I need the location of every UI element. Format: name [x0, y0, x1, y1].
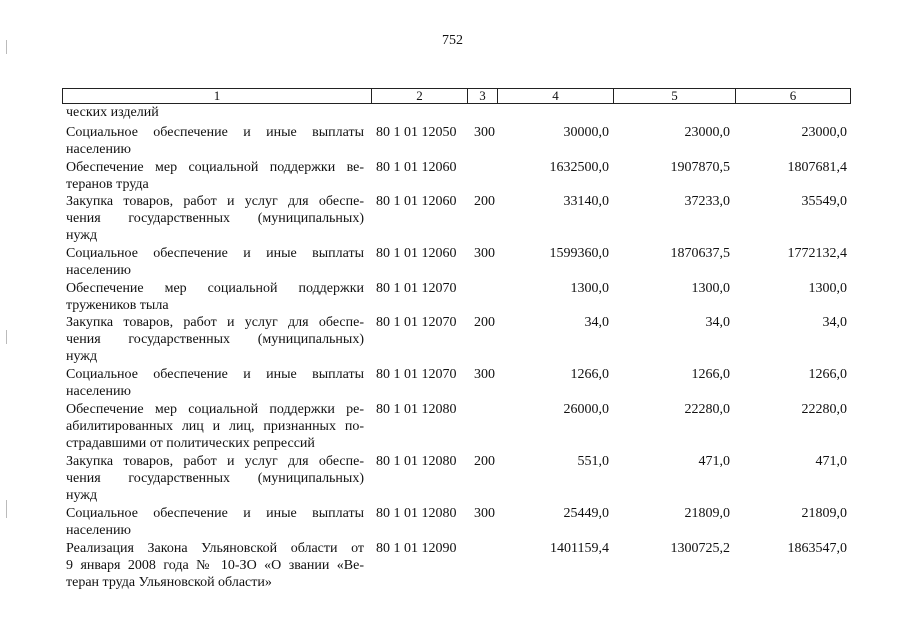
row-value-col6: 1863547,0: [787, 541, 847, 556]
lead-in-text: ческих изделий: [66, 105, 159, 120]
row-value-col4: 34,0: [584, 315, 609, 330]
description-line: нужд: [66, 488, 98, 503]
row-description: [66, 401, 364, 452]
page-number: 752: [442, 33, 463, 48]
row-value-col6: 21809,0: [801, 506, 847, 521]
row-description: [66, 540, 364, 591]
description-line: страдавшими от политических репрессий: [66, 436, 315, 451]
row-expense-type: 300: [474, 367, 495, 382]
header-cell-1: 1: [63, 89, 372, 103]
row-code: 80 1 01 12060: [376, 246, 457, 261]
row-value-col6: 22280,0: [801, 402, 847, 417]
row-value-col6: 23000,0: [801, 125, 847, 140]
row-expense-type: 200: [474, 194, 495, 209]
margin-mark: [6, 330, 7, 344]
description-line: Обеспечение мер социальной поддержки ве-: [66, 160, 364, 175]
margin-mark: [6, 500, 7, 518]
row-description: [66, 159, 364, 193]
description-line: населению: [66, 263, 131, 278]
row-description: [66, 193, 364, 244]
row-code: 80 1 01 12080: [376, 402, 457, 417]
row-value-col4: 1401159,4: [550, 541, 609, 556]
description-line: Закупка товаров, работ и услуг для обеспе-: [66, 315, 364, 330]
row-description: [66, 245, 364, 279]
row-description: [66, 366, 364, 400]
row-value-col6: 35549,0: [801, 194, 847, 209]
description-line: Обеспечение мер социальной поддержки: [66, 281, 364, 296]
row-value-col4: 1599360,0: [549, 246, 609, 261]
description-line: нужд: [66, 228, 98, 243]
row-value-col6: 34,0: [822, 315, 847, 330]
header-cell-4: 4: [498, 89, 614, 103]
description-line: Социальное обеспечение и иные выплаты: [66, 506, 364, 521]
row-code: 80 1 01 12090: [376, 541, 457, 556]
description-line: чения государственных (муниципальных): [66, 471, 364, 486]
table-header: [62, 88, 851, 104]
row-value-col4: 33140,0: [563, 194, 609, 209]
header-cell-6: 6: [789, 88, 797, 103]
row-value-col4: 26000,0: [563, 402, 609, 417]
row-value-col5: 1870637,5: [670, 246, 730, 261]
description-line: тружеников тыла: [66, 298, 169, 313]
row-code: 80 1 01 12060: [376, 194, 457, 209]
row-code: 80 1 01 12080: [376, 506, 457, 521]
row-value-col5: 1300725,2: [670, 541, 730, 556]
row-value-col5: 23000,0: [684, 125, 730, 140]
description-line: Социальное обеспечение и иные выплаты: [66, 367, 364, 382]
row-value-col6: 471,0: [815, 454, 847, 469]
row-code: 80 1 01 12080: [376, 454, 457, 469]
header-cell-5: 5: [614, 89, 736, 103]
row-expense-type: 300: [474, 246, 495, 261]
row-code: 80 1 01 12070: [376, 315, 457, 330]
header-cell-3: 3: [468, 89, 498, 103]
description-line: Закупка товаров, работ и услуг для обеспе-: [66, 194, 364, 209]
row-value-col4: 551,0: [577, 454, 609, 469]
description-line: теранов труда: [66, 177, 149, 192]
description-line: населению: [66, 142, 131, 157]
row-value-col4: 25449,0: [563, 506, 609, 521]
description-line: нужд: [66, 349, 98, 364]
row-expense-type: 200: [474, 454, 495, 469]
description-line: Реализация Закона Ульяновской области от: [66, 541, 364, 556]
row-description: [66, 505, 364, 539]
row-value-col6: 1266,0: [808, 367, 847, 382]
row-description: [66, 124, 364, 158]
row-code: 80 1 01 12050: [376, 125, 457, 140]
description-line: населению: [66, 384, 131, 399]
row-expense-type: 200: [474, 315, 495, 330]
row-description: [66, 453, 364, 504]
row-value-col5: 37233,0: [684, 194, 730, 209]
row-value-col4: 30000,0: [563, 125, 609, 140]
row-description: [66, 314, 364, 365]
row-value-col5: 1266,0: [691, 367, 730, 382]
row-value-col5: 1300,0: [691, 281, 730, 296]
row-code: 80 1 01 12070: [376, 367, 457, 382]
row-value-col5: 471,0: [698, 454, 730, 469]
description-line: Социальное обеспечение и иные выплаты: [66, 246, 364, 261]
row-code: 80 1 01 12060: [376, 160, 457, 175]
row-value-col5: 22280,0: [684, 402, 730, 417]
description-line: Закупка товаров, работ и услуг для обеспе-: [66, 454, 364, 469]
description-line: Социальное обеспечение и иные выплаты: [66, 125, 364, 140]
description-line: чения государственных (муниципальных): [66, 332, 364, 347]
margin-mark: [6, 40, 7, 54]
description-line: 9 января 2008 года № 10-ЗО «О звании «Ве-: [66, 558, 364, 573]
description-line: теран труда Ульяновской области»: [66, 575, 272, 590]
description-line: чения государственных (муниципальных): [66, 211, 364, 226]
row-value-col6: 1807681,4: [787, 160, 847, 175]
header-cell-2: 2: [372, 89, 468, 103]
row-value-col6: 1300,0: [808, 281, 847, 296]
row-description: [66, 280, 364, 314]
row-value-col4: 1266,0: [570, 367, 609, 382]
row-value-col4: 1632500,0: [549, 160, 609, 175]
row-value-col4: 1300,0: [570, 281, 609, 296]
row-value-col5: 34,0: [705, 315, 730, 330]
row-expense-type: 300: [474, 506, 495, 521]
row-code: 80 1 01 12070: [376, 281, 457, 296]
row-value-col6: 1772132,4: [787, 246, 847, 261]
row-expense-type: 300: [474, 125, 495, 140]
row-value-col5: 1907870,5: [670, 160, 730, 175]
description-line: абилитированных лиц и лиц, признанных по-: [66, 419, 364, 434]
description-line: населению: [66, 523, 131, 538]
description-line: Обеспечение мер социальной поддержки ре-: [66, 402, 364, 417]
row-value-col5: 21809,0: [684, 506, 730, 521]
